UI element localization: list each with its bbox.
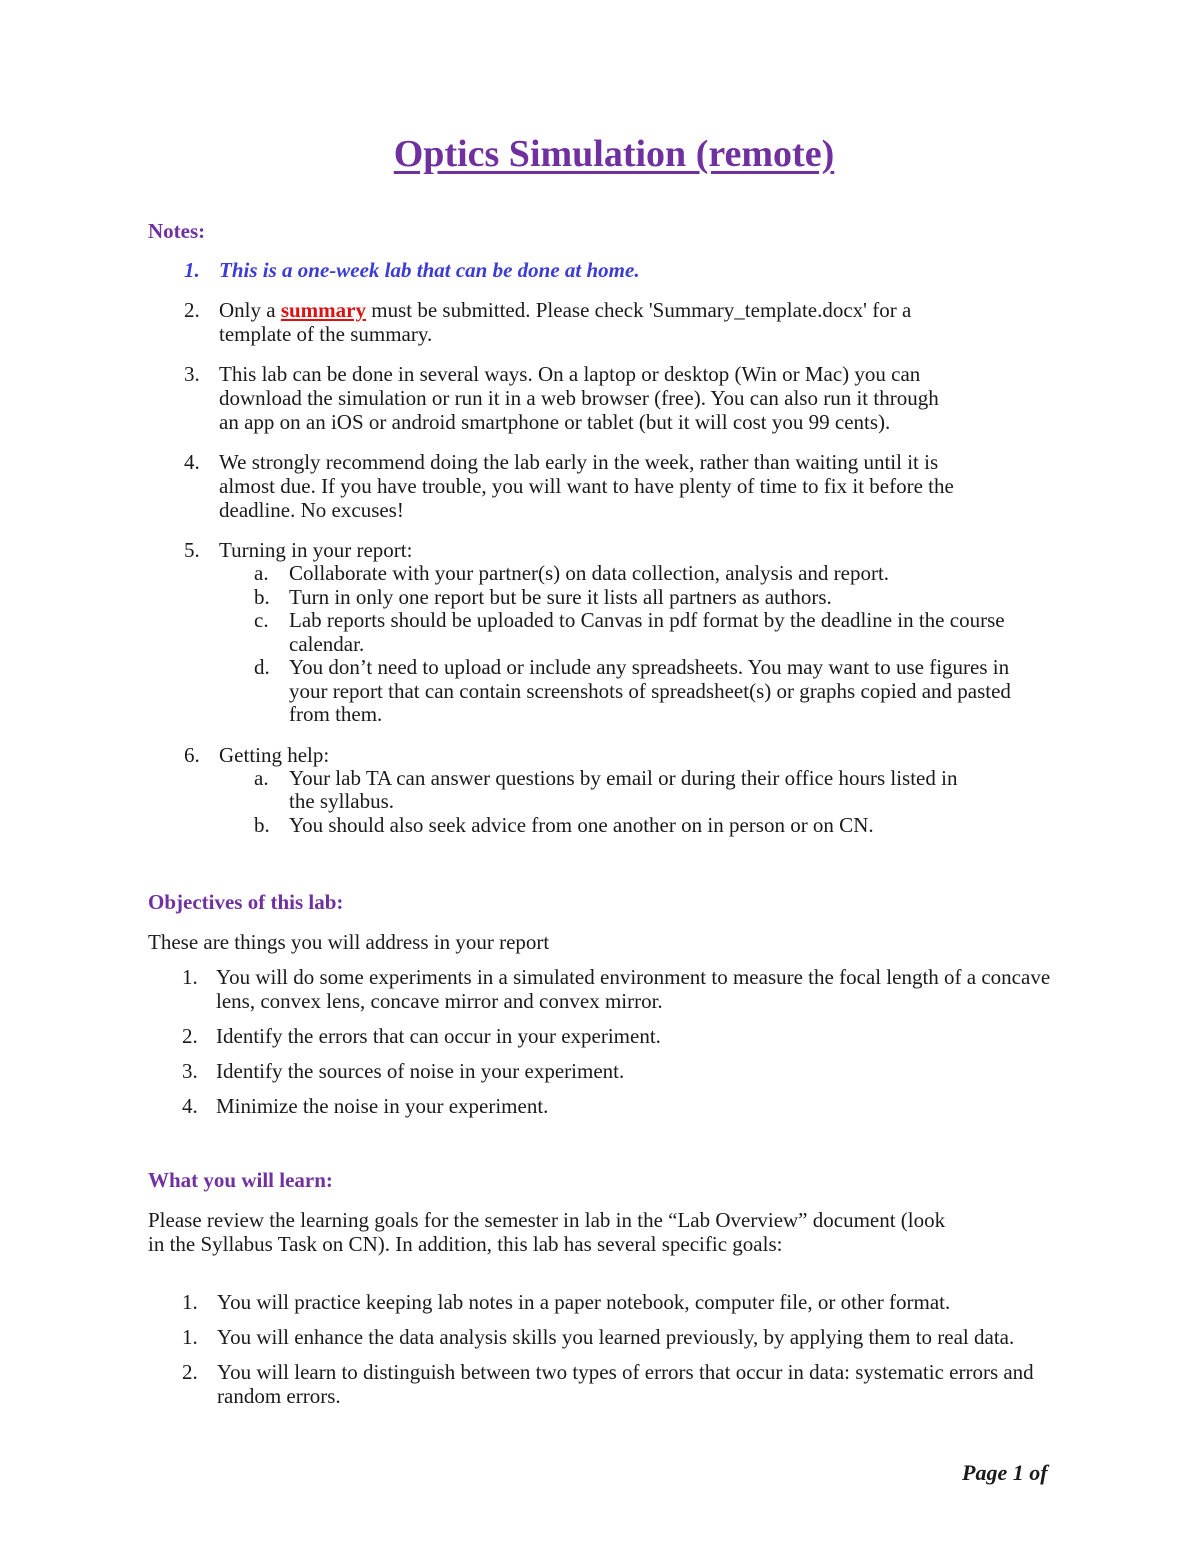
sub-list-letter: a.: [254, 765, 269, 790]
sub-list-text: Lab reports should be uploaded to Canvas in pdf format by the deadline in the course calendar.: [289, 608, 1005, 656]
list-item: [184, 258, 984, 282]
sub-list-letter: d.: [254, 655, 270, 679]
sub-list-text: Collaborate with your partner(s) on data collection, analysis and report.: [289, 561, 890, 585]
list-text: You will learn to distinguish between two types of errors that occur in data: systematic errors and random errors.: [217, 1360, 1034, 1408]
list-text: Minimize the noise in your experiment.: [216, 1094, 549, 1118]
sub-list-letter: b.: [254, 584, 270, 609]
sub-list-text: Turn in only one report but be sure it lists all partners as authors.: [289, 584, 832, 609]
notes-heading: Notes:: [148, 219, 206, 243]
list-number: 3.: [184, 362, 200, 386]
sub-list-item: [254, 562, 1024, 586]
list-item: [184, 362, 944, 434]
list-text: Identify the errors that can occur in your experiment.: [216, 1024, 661, 1048]
list-text-pre: Only a: [219, 298, 281, 322]
objectives-intro: These are things you will address in your report: [148, 930, 550, 954]
list-item: [184, 298, 964, 346]
sub-list-letter: a.: [254, 561, 269, 585]
sub-list-item: [254, 656, 1024, 727]
sub-list-item: [254, 586, 1024, 610]
list-text: We strongly recommend doing the lab early in the week, rather than waiting until it is almost due. If you have trouble, you will want to have plenty of time to fix it before the deadline. No excuses!: [219, 450, 954, 522]
list-number: 2.: [182, 1024, 198, 1048]
list-number: 2.: [184, 298, 200, 322]
list-number: 6.: [184, 742, 200, 767]
sub-list-text: You don’t need to upload or include any spreadsheets. You may want to use figures in your report that can contain screenshots of spreadsheet(s) or graphs copied and pasted from them.: [289, 655, 1011, 726]
list-number: 1.: [182, 965, 198, 989]
sub-list-letter: c.: [254, 608, 269, 632]
page-title: Optics Simulation (remote): [393, 133, 835, 175]
list-item: [184, 743, 984, 838]
list-item: [182, 1024, 1082, 1048]
list-number: 1.: [182, 1325, 198, 1349]
list-text: [219, 298, 964, 346]
list-number: 4.: [184, 450, 200, 474]
sub-list-letter: b.: [254, 812, 270, 837]
notes-list: [184, 258, 1011, 837]
list-number: 5.: [184, 538, 200, 562]
list-number: 4.: [182, 1094, 198, 1118]
list-text: Getting help:: [219, 742, 330, 767]
sub-list: [254, 767, 984, 838]
objectives-list: [182, 965, 1082, 1118]
list-item: [182, 1360, 1102, 1408]
learn-heading: What you will learn:: [148, 1168, 333, 1192]
sub-list-text: Your lab TA can answer questions by email or during their office hours listed in the syllabus.: [289, 765, 958, 813]
list-item: [184, 450, 974, 522]
objectives-heading: Objectives of this lab:: [148, 890, 344, 914]
list-number: 3.: [182, 1059, 198, 1083]
list-item: [184, 538, 1024, 727]
list-item: [182, 1290, 1102, 1314]
list-number: 1.: [182, 1290, 198, 1314]
sub-list: [254, 562, 1024, 727]
list-item: [182, 1094, 1082, 1118]
list-text: This is a one-week lab that can be done at home.: [219, 258, 640, 282]
sub-list-text: You should also seek advice from one another on in person or on CN.: [289, 812, 874, 837]
list-text: Turning in your report:: [219, 538, 413, 562]
list-number: 1.: [184, 258, 200, 282]
sub-list-item: [254, 814, 984, 838]
list-text-post: must be submitted. Please check 'Summary_template.docx' for a template of the summary.: [219, 298, 912, 346]
list-item: [182, 965, 1082, 1013]
list-item: [182, 1059, 1082, 1083]
list-text: You will do some experiments in a simulated environment to measure the focal length of a concave lens, convex lens, concave mirror and convex mirror.: [216, 965, 1051, 1013]
learn-intro: Please review the learning goals for the semester in lab in the “Lab Overview” document (look in the Syllabus Task on CN). In addition, this lab has several specific goals:: [148, 1208, 946, 1256]
list-item: [182, 1325, 1102, 1349]
list-text: You will practice keeping lab notes in a paper notebook, computer file, or other format.: [217, 1290, 951, 1314]
list-number: 2.: [182, 1360, 198, 1384]
list-text: This lab can be done in several ways. On a laptop or desktop (Win or Mac) you can download the simulation or run it in a web browser (free). You can also run it through an app on an iOS or android smartphone or tablet (but it will cost you 99 cents).: [219, 362, 939, 434]
learn-list: [182, 1290, 1102, 1408]
list-text: You will enhance the data analysis skills you learned previously, by applying them to real data.: [217, 1325, 1015, 1349]
list-text: Identify the sources of noise in your experiment.: [216, 1059, 625, 1083]
page-number: Page 1 of: [962, 1460, 1048, 1485]
sub-list-item: [254, 767, 984, 814]
sub-list-item: [254, 609, 1024, 656]
summary-link[interactable]: summary: [280, 298, 366, 322]
